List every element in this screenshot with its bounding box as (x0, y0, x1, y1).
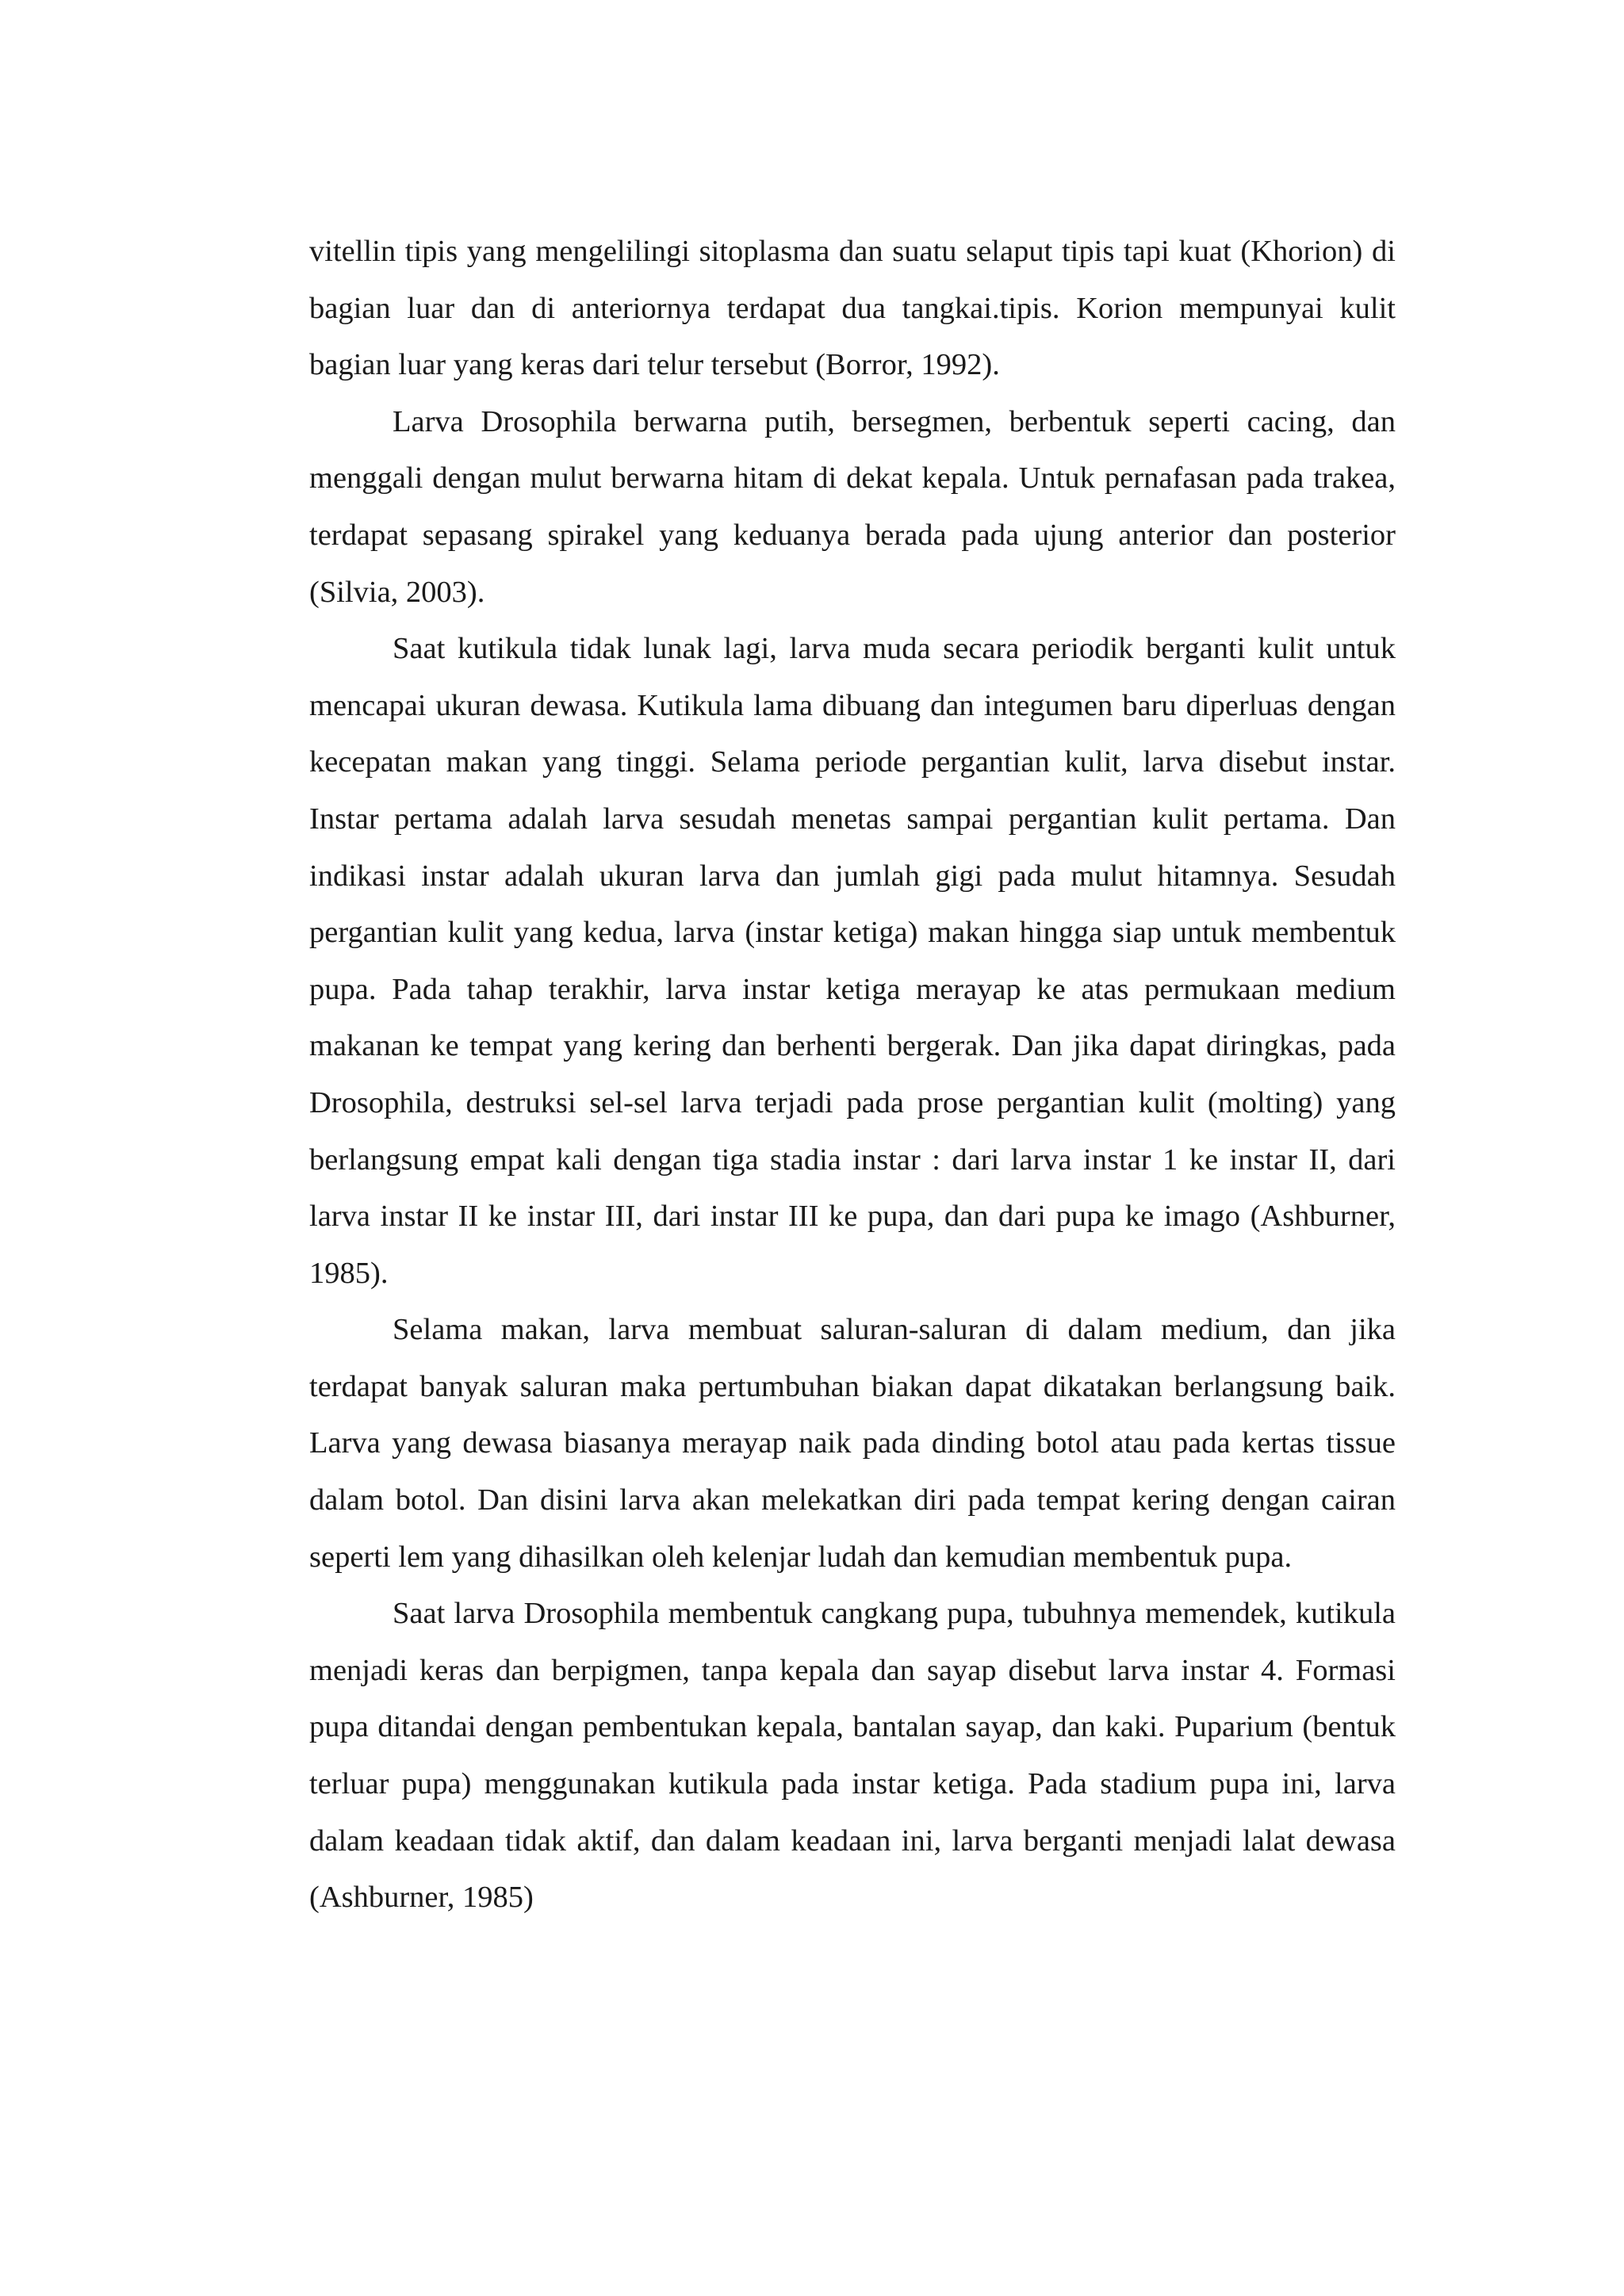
paragraph-larva: Larva Drosophila berwarna putih, bersegmen, berbentuk seperti cacing, dan menggali dengan mulut berwarna hitam di dekat kepala. Untuk pernafasan pada trakea, terdapat sepasang spirakel yang keduanya berada pada ujung anterior dan posterior (Silvia, 2003). (309, 404, 1396, 609)
paragraph-makan: Selama makan, larva membuat saluran-saluran di dalam medium, dan jika terdapat banyak saluran maka pertumbuhan biakan dapat dikatakan berlangsung baik. Larva yang dewasa biasanya merayap naik pada dinding botol atau pada kertas tissue dalam botol. Dan disini larva akan melekatkan diri pada tempat kering dengan cairan seperti lem yang dihasilkan oleh kelenjar ludah dan kemudian membentuk pupa. (309, 1313, 1396, 1574)
body-text (309, 224, 1396, 1927)
paragraph-pupa: Saat larva Drosophila membentuk cangkang pupa, tubuhnya memendek, kutikula menjadi keras dan berpigmen, tanpa kepala dan sayap disebut larva instar 4. Formasi pupa ditandai dengan pembentukan kepala, bantalan sayap, dan kaki. Puparium (bentuk terluar pupa) menggunakan kutikula pada instar ketiga. Pada stadium pupa ini, larva dalam keadaan tidak aktif, dan dalam keadaan ini, larva berganti menjadi lalat dewasa (Ashburner, 1985) (309, 1597, 1396, 1915)
paragraph-kutikula: Saat kutikula tidak lunak lagi, larva muda secara periodik berganti kulit untuk mencapai ukuran dewasa. Kutikula lama dibuang dan integumen baru diperluas dengan kecepatan makan yang tinggi. Selama periode pergantian kulit, larva disebut instar. Instar pertama adalah larva sesudah menetas sampai pergantian kulit pertama. Dan indikasi instar adalah ukuran larva dan jumlah gigi pada mulut hitamnya. Sesudah pergantian kulit yang kedua, larva (instar ketiga) makan hingga siap untuk membentuk pupa. Pada tahap terakhir, larva instar ketiga merayap ke atas permukaan medium makanan ke tempat yang kering dan berhenti bergerak. Dan jika dapat diringkas, pada Drosophila, destruksi sel-sel larva terjadi pada prose pergantian kulit (molting) yang berlangsung empat kali dengan tiga stadia instar : dari larva instar 1 ke instar II, dari larva instar II ke instar III, dari instar III ke pupa, dan dari pupa ke imago (Ashburner, 1985). (309, 632, 1396, 1290)
paragraph-telur: vitellin tipis yang mengelilingi sitoplasma dan suatu selaput tipis tapi kuat (Khorion) di bagian luar dan di anteriornya terdapat dua tangkai.tipis. Korion mempunyai kulit bagian luar yang keras dari telur tersebut (Borror, 1992). (309, 235, 1396, 382)
